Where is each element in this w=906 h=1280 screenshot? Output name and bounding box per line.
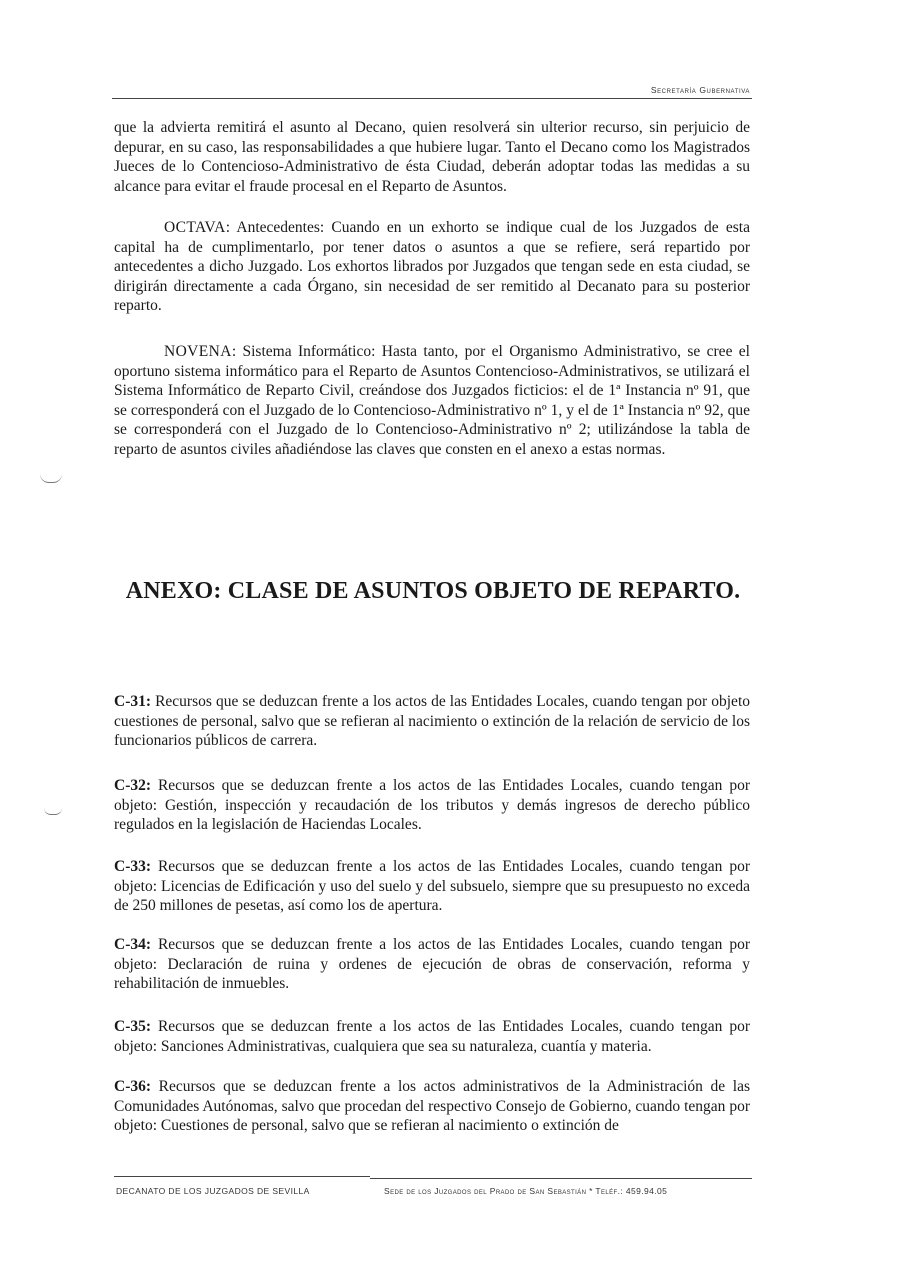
- footer-left: DECANATO DE LOS JUZGADOS DE SEVILLA: [116, 1186, 310, 1196]
- octava-text: : Antecedentes: Cuando en un exhorto se indique cual de los Juzgados de esta capital ha de cumplimentarlo, por tener datos o asuntos a que se refiere, será repartido por antecedentes a dicho Juzgado. Los exhortos librados por Juzgados que tengan sede en esta ciudad, se dirigirán directamente a cada Órgano, sin necesidad de ser remitido al Decanato para su posterior reparto.: [114, 219, 750, 315]
- octava-heading: OCTAVA: [164, 219, 226, 236]
- header-label: Secretaría Gubernativa: [650, 85, 750, 95]
- annex-item-c31: [114, 692, 750, 751]
- novena-heading: NOVENA: [164, 343, 232, 360]
- item-code: C-33:: [114, 858, 152, 875]
- item-text: Recursos que se deduzcan frente a los actos de las Entidades Locales, cuando tengan por objeto cuestiones de personal, salvo que se refieran al nacimiento o extinción de la relación de servicio de los funcionarios públicos de carrera.: [114, 693, 750, 750]
- annex-item-c35: [114, 1017, 750, 1056]
- item-text: Recursos que se deduzcan frente a los actos de las Entidades Locales, cuando tengan por objeto: Licencias de Edificación y uso del suelo y del subsuelo, siempre que su presupuesto no exceda de 250 millones de pesetas, así como los de apertura.: [114, 858, 750, 915]
- item-text: Recursos que se deduzcan frente a los actos de las Entidades Locales, cuando tengan por objeto: Declaración de ruina y ordenes de ejecución de obras de conservación, reforma y rehabilitación de inmuebles.: [114, 936, 750, 993]
- paragraph-octava: [114, 218, 750, 316]
- item-code: C-31:: [114, 693, 152, 710]
- novena-text: : Sistema Informático: Hasta tanto, por el Organismo Administrativo, se cree el oportuno sistema informático para el Reparto de Asuntos Contencioso-Administrativos, se utilizará el Sistema Informático de Reparto Civil, creándose dos Juzgados ficticios: el de 1ª Instancia nº 91, que se corresponderá con el Juzgado de lo Contencioso-Administrativo nº 1, y el de 1ª Instancia nº 92, que se corresponderá con el Juzgado de lo Contencioso-Administrativo nº 2; utilizándose la tabla de reparto de asuntos civiles añadiéndose las claves que consten en el anexo a estas normas.: [114, 343, 750, 458]
- annex-title: ANEXO: CLASE DE ASUNTOS OBJETO DE REPARTO.: [125, 578, 741, 604]
- annex-item-c33: [114, 857, 750, 916]
- item-text: Recursos que se deduzcan frente a los actos administrativos de la Administración de las Comunidades Autónomas, salvo que procedan del respectivo Consejo de Gobierno, cuando tengan por objeto: Cuestiones de personal, salvo que se refieran al nacimiento o extinción de: [114, 1078, 750, 1135]
- scan-mark: [40, 474, 62, 483]
- scan-mark: [44, 808, 62, 815]
- annex-item-c36: [114, 1077, 750, 1136]
- annex-item-c34: [114, 935, 750, 994]
- annex-item-c32: [114, 776, 750, 835]
- header-rule: [112, 98, 752, 99]
- item-text: Recursos que se deduzcan frente a los actos de las Entidades Locales, cuando tengan por objeto: Sanciones Administrativas, cualquiera que sea su naturaleza, cuantía y materia.: [114, 1018, 750, 1055]
- footer-rule-left: [114, 1176, 370, 1177]
- paragraph-novena: [114, 342, 750, 460]
- item-code: C-34:: [114, 936, 152, 953]
- item-code: C-32:: [114, 777, 152, 794]
- item-code: C-36:: [114, 1078, 152, 1095]
- paragraph-continuation: que la advierta remitirá el asunto al Decano, quien resolverá sin ulterior recurso, sin perjuicio de depurar, en su caso, las responsabilidades a que hubiere lugar. Tanto el Decano como los Magistrados Jueces de lo Contencioso-Administrativo de ésta Ciudad, deberán adoptar todas las medidas a su alcance para evitar el fraude procesal en el Reparto de Asuntos.: [114, 119, 750, 195]
- footer-right: Sede de los Juzgados del Prado de San Sebastián * Teléf.: 459.94.05: [384, 1186, 668, 1196]
- item-code: C-35:: [114, 1018, 152, 1035]
- item-text: Recursos que se deduzcan frente a los actos de las Entidades Locales, cuando tengan por objeto: Gestión, inspección y recaudación de los tributos y demás ingresos de derecho público regulados en la legislación de Haciendas Locales.: [114, 777, 750, 834]
- footer-rule-right: [370, 1178, 752, 1179]
